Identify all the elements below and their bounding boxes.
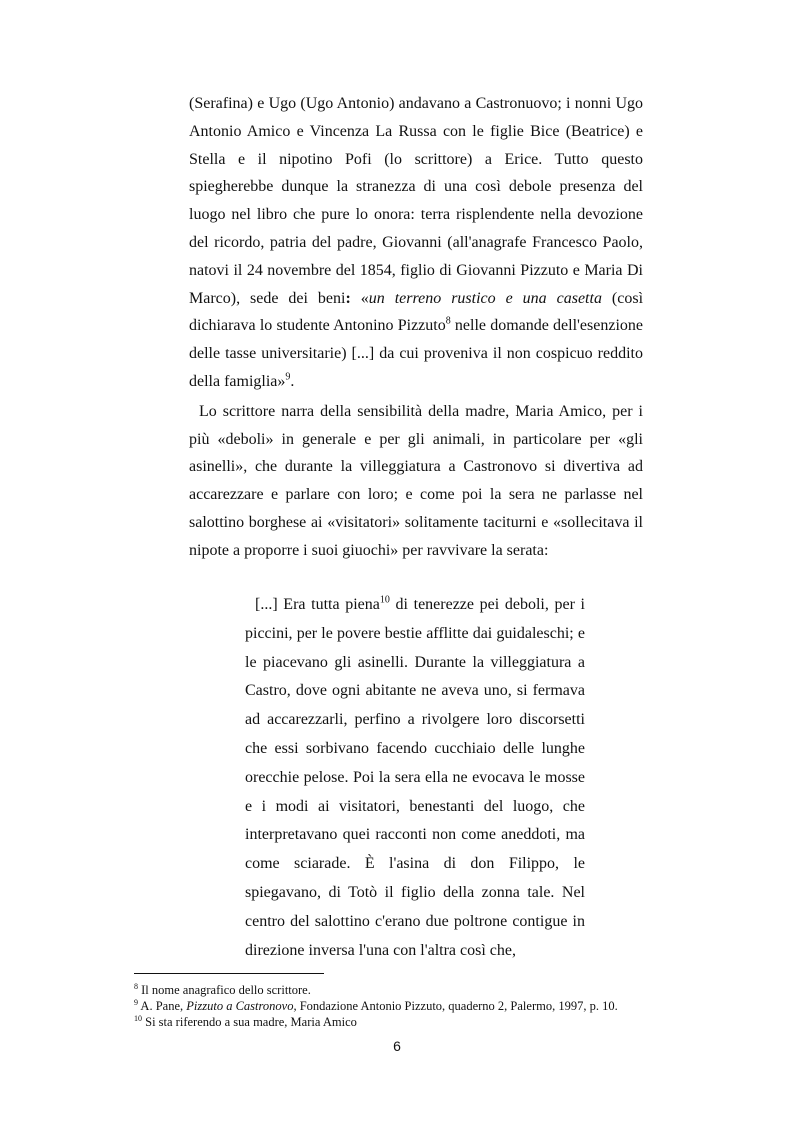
footnote-10 [134,1014,674,1030]
text-run: [...] Era tutta piena [255,596,380,613]
footnote-ref-10: 10 [379,594,390,606]
footnote-8 [134,982,674,998]
footnote-text: A. Pane, [138,999,187,1013]
footnote-separator [134,973,324,974]
text-run: : [345,289,351,307]
block-quote [245,591,585,965]
footnote-number: 9 [134,997,138,1007]
footnote-title: Pizzuto a Castronovo, [186,999,297,1013]
text-run: nelle domande dell'esenzione delle tasse universitarie) [...] da cui proveniva il non cospicuo reddito della famiglia» [189,317,643,390]
text-run: (Serafina) e Ugo (Ugo Antonio) andavano a Castronuovo; i nonni Ugo Antonio Amico e Vincenza La Russa con le figlie Bice (Beatrice) e Stella e il nipotino Pofi (lo scrittore) a Erice. Tutto questo spiegherebbe dunque la stranezza di una così debole presenza del luogo nel libro che pure lo onora: terra risplendente nella devozione del ricordo, patria del padre, Giovanni (all'anagrafe Francesco Paolo, natovi il 24 novembre del 1854, figlio di Giovanni Pizzuto e Maria Di Marco), sede dei beni [189,95,643,307]
text-run: (così dichiarava lo studente Antonino Pizzuto [189,289,644,335]
footnote-ref-8: 8 [445,316,451,328]
footnote-ref-9: 9 [285,371,291,383]
text-run: di tenerezze pei deboli, per i piccini, per le povere bestie afflitte dai guidaleschi; e le piacevano gli asinelli. Durante la villeggiatura a Castro, dove ogni abitante ne aveva uno, si fermava ad accarezzarli, perfino a rivolgere loro discorsetti che essi sorbivano facendo cucchiaio delle lunghe orecchie pelose. Poi la sera ella ne evocava le mosse e i modi ai visitatori, benestanti del luogo, che interpretavano quei racconti non come aneddoti, ma come sciarade. È l'asina di don Filippo, le spiegavano, di Totò il figlio della zonna tale. Nel centro del salottino c'erano due poltrone contigue in direzione inversa l'una con l'altra così che, [245,596,585,959]
footnotes [134,982,674,1030]
footnote-text: Fondazione Antonio Pizzuto, quaderno 2, Palermo, 1997, p. 10. [296,999,618,1013]
footnote-text: Il nome anagrafico dello scrittore. [138,983,311,997]
footnote-9 [134,998,674,1014]
footnote-number: 10 [134,1013,142,1023]
body-text [189,90,643,565]
quote-paragraph [245,591,585,965]
footnote-text: Si sta riferendo a sua madre, Maria Amico [142,1015,357,1029]
footnote-number: 8 [134,981,138,991]
paragraph-2: Lo scrittore narra della sensibilità della madre, Maria Amico, per i più «deboli» in generale e per gli animali, in particolare per «gli asinelli», che durante la villeggiatura a Castronovo si divertiva ad accarezzare e parlare con loro; e come poi la sera ne parlasse nel salottino borghese ai «visitatori» solitamente taciturni e «sollecitava il nipote a proporre i suoi giuochi» per ravvivare la serata: [189,402,643,559]
page-number: 6 [393,1038,401,1054]
italic-text: un terreno rustico e una casetta [368,289,602,307]
text-run: « [350,289,369,307]
paragraph-1 [189,90,643,396]
text-run: . [290,372,295,390]
